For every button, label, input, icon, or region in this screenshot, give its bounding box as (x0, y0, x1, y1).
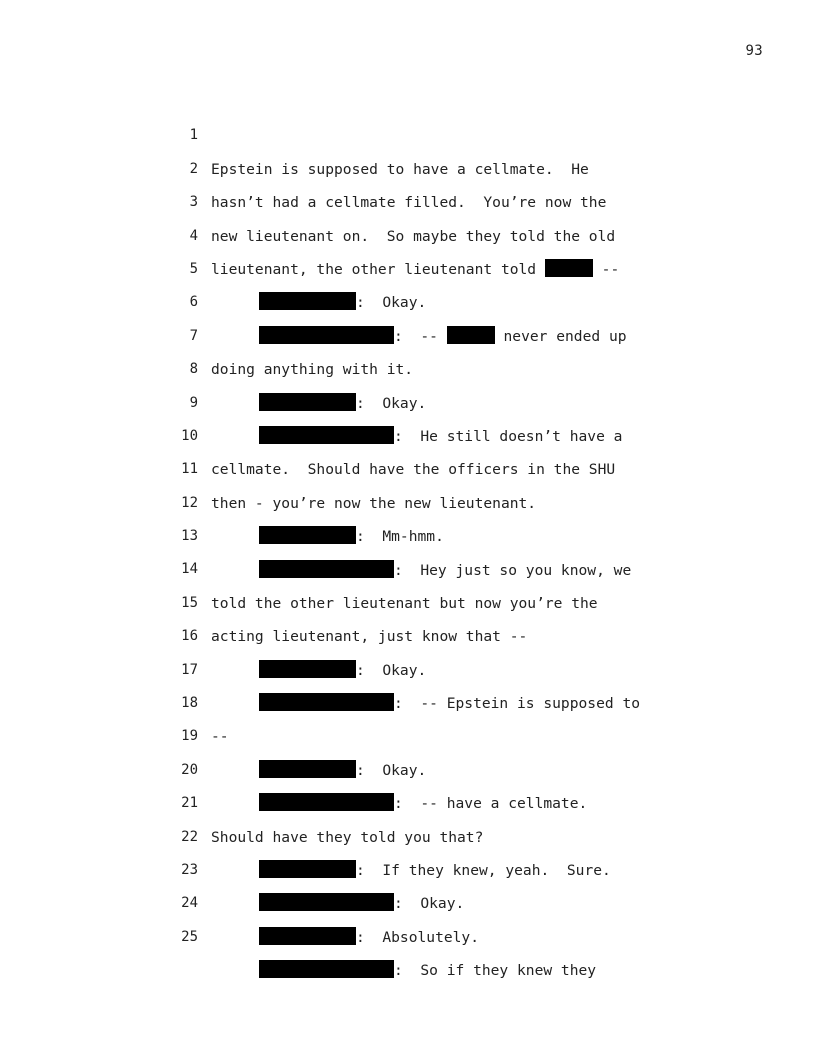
line-text: new lieutenant on. So maybe they told the old (211, 227, 616, 245)
line-text: acting lieutenant, just know that -- (211, 628, 528, 646)
line-text: lieutenant, the other lieutenant told -- (211, 260, 620, 278)
line-text: Should have they told you that? (211, 828, 484, 846)
line-number: 12 (181, 494, 198, 511)
line-number: 17 (181, 661, 198, 678)
line-text: : -- never ended up (259, 320, 627, 353)
line-text: : Okay. (259, 754, 426, 787)
line-number: 9 (189, 394, 198, 411)
line-number: 7 (189, 327, 198, 344)
transcript-line (0, 86, 816, 178)
line-number: 4 (189, 227, 198, 244)
line-text: : He still doesn’t have a (259, 420, 622, 453)
line-number: 14 (181, 561, 198, 578)
line-text: cellmate. Should have the officers in the SHU (211, 461, 616, 479)
line-text: -- (211, 728, 229, 746)
line-number: 21 (181, 795, 198, 812)
line-text: : Mm-hmm. (259, 520, 444, 553)
line-number: 23 (181, 862, 198, 878)
line-number: 3 (189, 194, 198, 211)
line-number: 15 (181, 594, 198, 611)
line-number: 13 (181, 528, 198, 545)
line-text: : Okay. (259, 387, 426, 420)
line-text: : Okay. (259, 286, 426, 319)
line-number: 22 (181, 828, 198, 845)
line-number: 8 (189, 361, 198, 378)
line-text: : Okay. (259, 654, 426, 687)
line-number: 5 (189, 260, 198, 277)
line-number: 18 (181, 695, 198, 712)
line-text: : -- have a cellmate. (259, 787, 587, 820)
line-number: 6 (189, 294, 198, 311)
line-text: told the other lieutenant but now you’re the (211, 594, 598, 612)
line-number: 16 (181, 628, 198, 645)
line-number: 1 (189, 127, 198, 144)
line-number: 19 (181, 728, 198, 745)
line-text: : Absolutely. (259, 921, 479, 954)
line-text: : If they knew, yeah. Sure. (259, 854, 611, 887)
line-text: : So if they knew they (259, 954, 596, 987)
line-number: 10 (181, 427, 198, 444)
line-text: doing anything with it. (211, 361, 414, 379)
line-text: then - you’re now the new lieutenant. (211, 494, 537, 512)
line-number: 25 (181, 928, 198, 945)
speaker-redaction (259, 960, 394, 978)
page-number: 93 (745, 43, 763, 59)
line-text: Epstein is supposed to have a cellmate. He (211, 160, 589, 178)
line-text: hasn’t had a cellmate filled. You’re now the (211, 194, 607, 212)
line-text: : -- Epstein is supposed to (259, 687, 640, 720)
transcript-body (0, 86, 816, 980)
line-text: : Hey just so you know, we (259, 554, 631, 587)
line-number: 11 (181, 461, 198, 478)
line-number: 2 (189, 160, 198, 177)
line-number: 20 (181, 761, 198, 778)
line-number: 24 (181, 895, 198, 912)
speaker-redaction (259, 927, 356, 945)
line-text: : Okay. (259, 887, 464, 920)
